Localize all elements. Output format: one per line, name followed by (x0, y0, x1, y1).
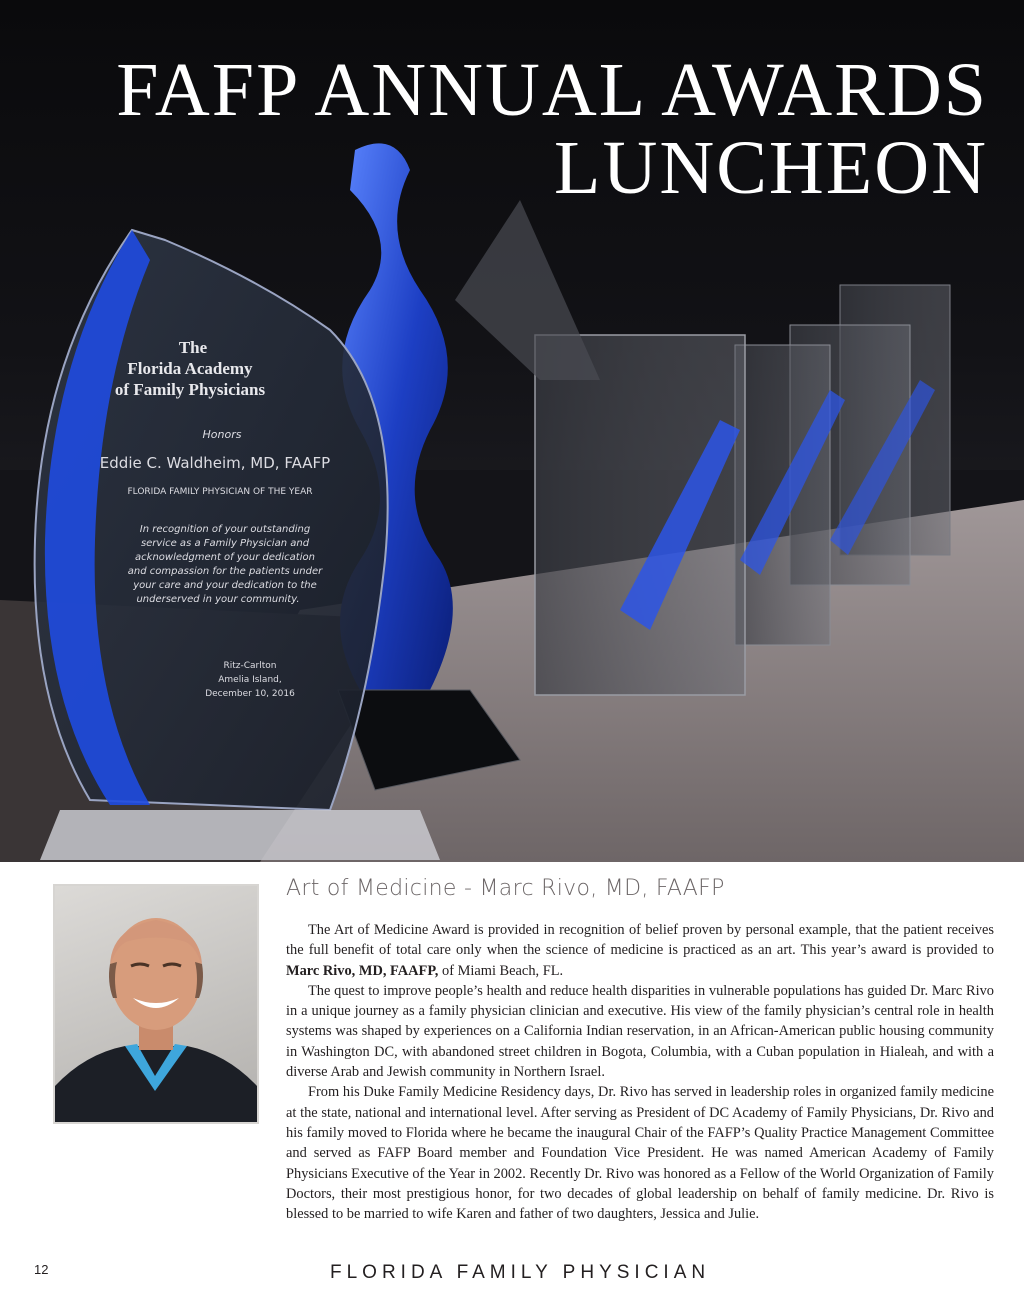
plaque-award: FLORIDA FAMILY PHYSICIAN OF THE YEAR (127, 487, 313, 497)
page-number: 12 (34, 1262, 49, 1277)
plaque-venue-1: Ritz-Carlton (223, 661, 277, 671)
plaque-venue-2: Amelia Island, (218, 675, 282, 685)
plaque-citation-3: acknowledgment of your dedication (135, 552, 315, 563)
portrait-photo (53, 884, 259, 1124)
portrait-illustration (55, 886, 257, 1122)
article-body (286, 920, 994, 1224)
plaque-citation-2: service as a Family Physician and (140, 538, 310, 549)
page-title-line1: FAFP ANNUAL AWARDS (116, 48, 988, 132)
publication-name: FLORIDA FAMILY PHYSICIAN (330, 1262, 711, 1283)
article-paragraph-3: From his Duke Family Medicine Residency days, Dr. Rivo has served in leadership roles in organized family medicine at the state, national and international level. After serving as President of DC Academy of Family Physicians, Dr. Rivo and his family moved to Florida where he became the inaugural Chair of the FAFP’s Quality Practice Management Committee and served as FAFP Board member and Foundation Vice President. He was named American Academy of Family Physicians Executive of the Year in 2002. Recently Dr. Rivo was honored as a Fellow of the World Organization of Family Doctors, their most prestigious honor, for two decades of global leadership on behalf of family medicine. Dr. Rivo is blessed to be married to wife Karen and father of two daughters, Jessica and Julie. (286, 1084, 994, 1223)
plaque-name: Eddie C. Waldheim, MD, FAAFP (99, 454, 331, 472)
plaque-honors: Honors (202, 428, 242, 441)
plaque-venue-3: December 10, 2016 (205, 689, 295, 699)
paragraph-1-tail: of Miami Beach, FL. (438, 962, 564, 979)
plaque-citation-4: and compassion for the patients under (127, 566, 323, 577)
plaque-line3: of Family Physicians (114, 380, 266, 399)
article-paragraph-1 (286, 920, 994, 981)
article-title: Art of Medicine - Marc Rivo, MD, FAAFP (286, 876, 725, 901)
plaque-line1: The (178, 338, 208, 357)
plaque-citation-5: your care and your dedication to the (133, 580, 317, 591)
article-paragraph-2: The quest to improve people’s health and reduce health disparities in vulnerable populations has guided Dr. Marc Rivo in a unique journey as a family physician clinician and executive. His view of the family physician’s central role in health systems was shaped by experiences on a California Indian reservation, in an African-American public housing community in Washington DC, with abandoned street children in Bogota, Columbia, with a Cuban population in Hialeah, and with a diverse Arab and Jewish community in Northern Israel. (286, 982, 994, 1081)
plaque-citation-1: In recognition of your outstanding (139, 524, 311, 535)
awardee-name: Marc Rivo, MD, FAAFP, (286, 962, 439, 979)
plaque-line2: Florida Academy (127, 359, 253, 378)
page-title-line2: LUNCHEON (554, 126, 988, 210)
plaque-citation-6: underserved in your community. (136, 594, 300, 605)
paragraph-1-text: The Art of Medicine Award is provided in recognition of belief proven by personal example, that the patient receives the full benefit of total care only when the science of medicine is practiced as an art. This year’s award is provided to (286, 922, 994, 959)
